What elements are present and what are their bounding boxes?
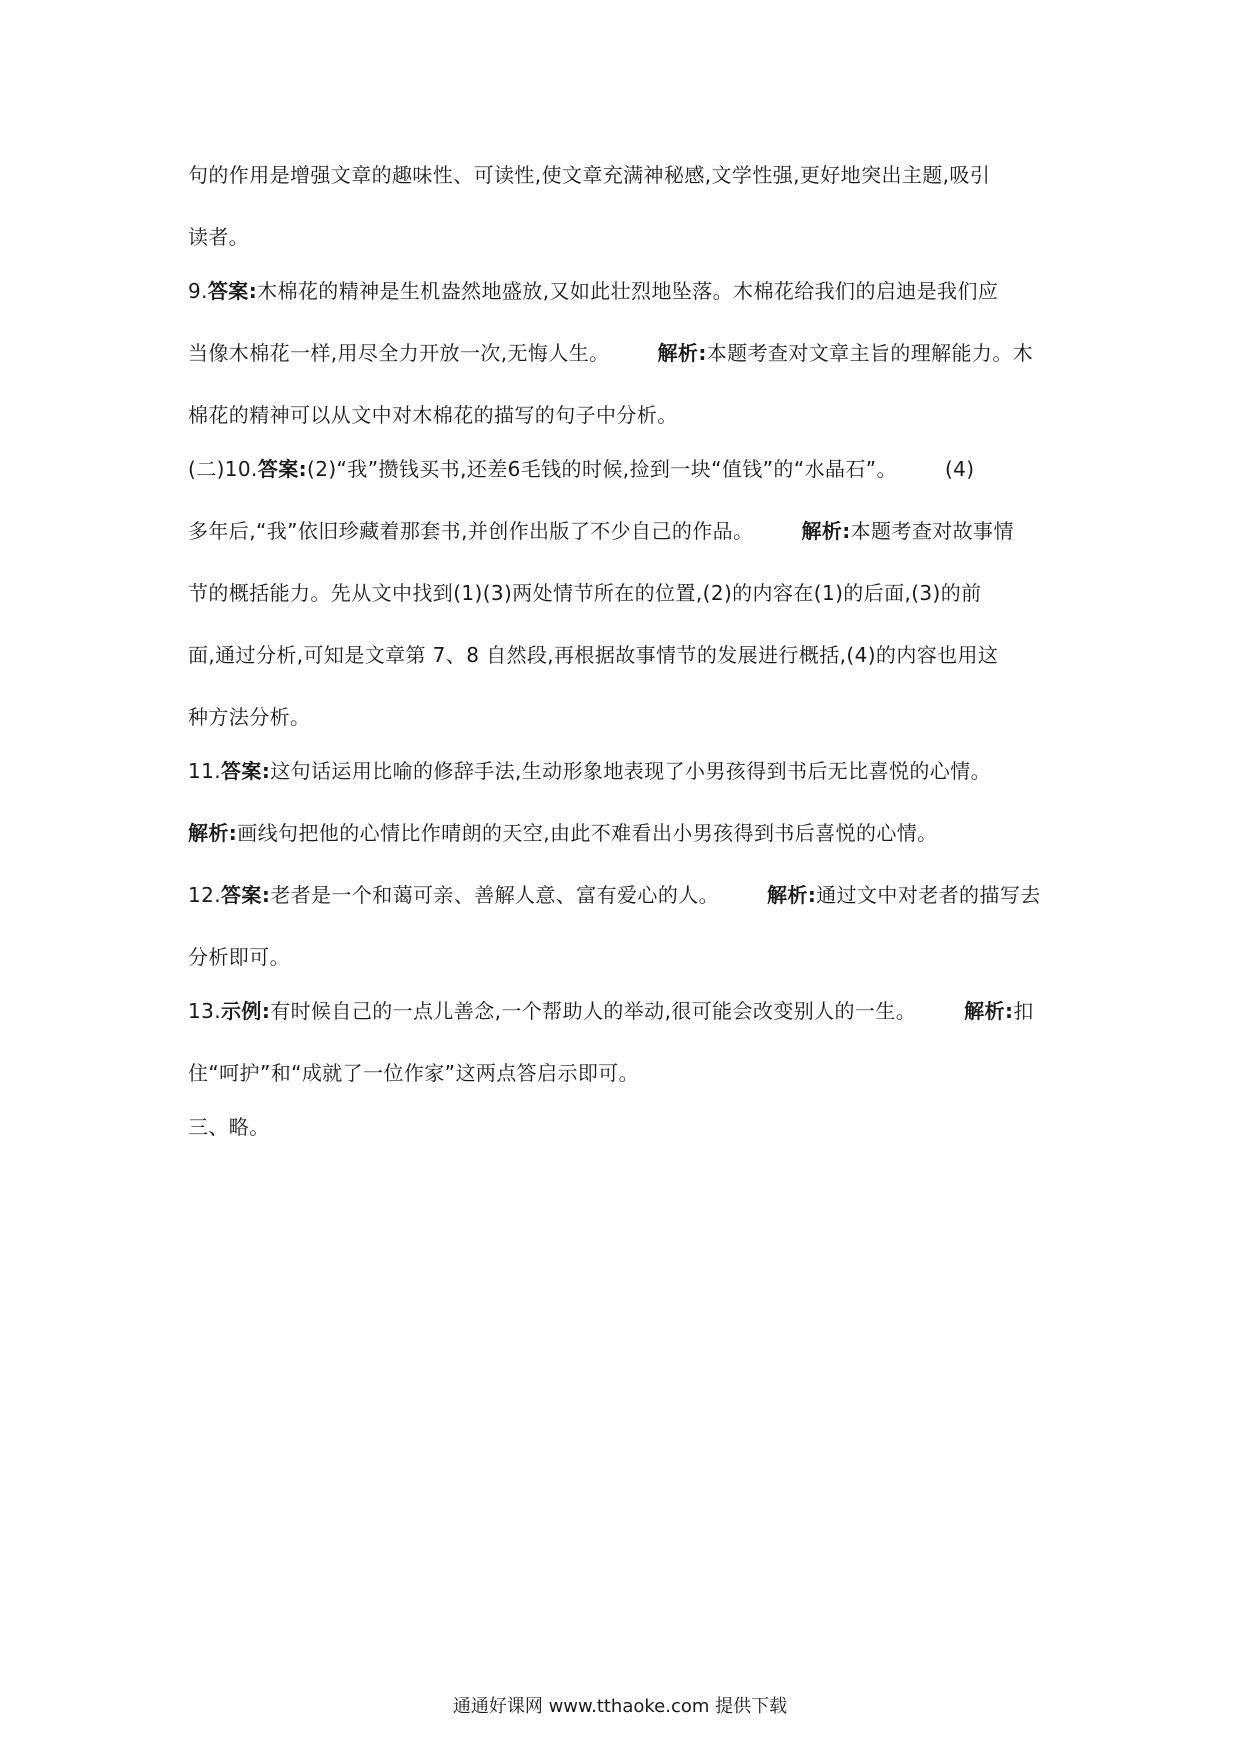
answer-10-line-5 xyxy=(188,702,1058,732)
answer-text: 老者是一个和蔼可亲、善解人意、富有爱心的人。 xyxy=(270,883,720,907)
answer-text: (2)“我”攒钱买书,还差6毛钱的时候,捡到一块“值钱”的“水晶石”。 xyxy=(307,457,897,481)
answer-text-end: (4) xyxy=(944,457,975,481)
analysis-text: 棉花的精神可以从文中对木棉花的描写的句子中分析。 xyxy=(188,403,678,427)
analysis-text: 画线句把他的心情比作晴朗的天空,由此不难看出小男孩得到书后喜悦的心情。 xyxy=(237,821,938,845)
answer-12-line-1 xyxy=(188,880,1058,910)
analysis-label: 解析: xyxy=(657,341,707,365)
example-label: 示例: xyxy=(221,999,271,1023)
line-2-text: 读者。 xyxy=(188,225,250,249)
analysis-text: 本题考查对文章主旨的理解能力。木 xyxy=(706,341,1034,365)
answer-9-line-2 xyxy=(188,338,1058,368)
analysis-label: 解析: xyxy=(964,999,1014,1023)
text-line-2 xyxy=(188,222,1058,252)
answer-label: 答案: xyxy=(207,279,258,303)
question-number: 9. xyxy=(188,279,208,303)
answer-11-line-1 xyxy=(188,756,1058,786)
footer-text: 通通好课网 www.tthaoke.com 提供下载 xyxy=(452,1696,788,1717)
answer-11-line-2 xyxy=(188,818,1058,848)
section-3-text: 三、略。 xyxy=(188,1115,270,1139)
answer-10-line-3 xyxy=(188,578,1058,608)
answer-13-line-1 xyxy=(188,996,1058,1026)
question-number: (二)10. xyxy=(188,457,258,481)
analysis-text: 分析即可。 xyxy=(188,945,290,969)
answer-text: 这句话运用比喻的修辞手法,生动形象地表现了小男孩得到书后无比喜悦的心情。 xyxy=(270,759,991,783)
question-number: 11. xyxy=(188,759,222,783)
analysis-text: 本题考查对故事情 xyxy=(850,519,1014,543)
answer-10-line-2 xyxy=(188,516,1058,546)
answer-text: 多年后,“我”依旧珍藏着那套书,并创作出版了不少自己的作品。 xyxy=(188,519,754,543)
answer-13-line-2 xyxy=(188,1058,1058,1088)
answer-12-line-2 xyxy=(188,942,1058,972)
analysis-text: 通过文中对老者的描写去 xyxy=(816,883,1041,907)
analysis-text: 扣 xyxy=(1013,999,1034,1023)
analysis-text: 面,通过分析,可知是文章第 7、8 自然段,再根据故事情节的发展进行概括,(4)的内容也用这 xyxy=(188,643,999,667)
answer-label: 答案: xyxy=(257,457,308,481)
analysis-label: 解析: xyxy=(188,821,238,845)
analysis-text: 住“呵护”和“成就了一位作家”这两点答启示即可。 xyxy=(188,1061,640,1085)
answer-label: 答案: xyxy=(221,759,271,783)
section-3-line xyxy=(188,1112,1058,1142)
question-number: 12. xyxy=(188,883,222,907)
analysis-label: 解析: xyxy=(767,883,817,907)
question-number: 13. xyxy=(188,999,222,1023)
example-text: 有时候自己的一点儿善念,一个帮助人的举动,很可能会改变别人的一生。 xyxy=(270,999,917,1023)
analysis-text: 种方法分析。 xyxy=(188,705,311,729)
analysis-label: 解析: xyxy=(801,519,851,543)
answer-text: 当像木棉花一样,用尽全力开放一次,无悔人生。 xyxy=(188,341,610,365)
answer-text: 木棉花的精神是生机盎然地盛放,又如此壮烈地坠落。木棉花给我们的启迪是我们应 xyxy=(257,279,999,303)
line-1-text: 句的作用是增强文章的趣味性、可读性,使文章充满神秘感,文学性强,更好地突出主题,吸引 xyxy=(188,163,991,187)
answer-9-line-1 xyxy=(188,276,1058,306)
answer-label: 答案: xyxy=(221,883,271,907)
text-line-1 xyxy=(188,160,1058,190)
answer-9-line-3 xyxy=(188,400,1058,430)
answer-10-line-1 xyxy=(188,454,1058,484)
analysis-text: 节的概括能力。先从文中找到(1)(3)两处情节所在的位置,(2)的内容在(1)的后面,(3)的前 xyxy=(188,581,982,605)
answer-10-line-4 xyxy=(188,640,1058,670)
answer-content xyxy=(188,160,1058,1142)
